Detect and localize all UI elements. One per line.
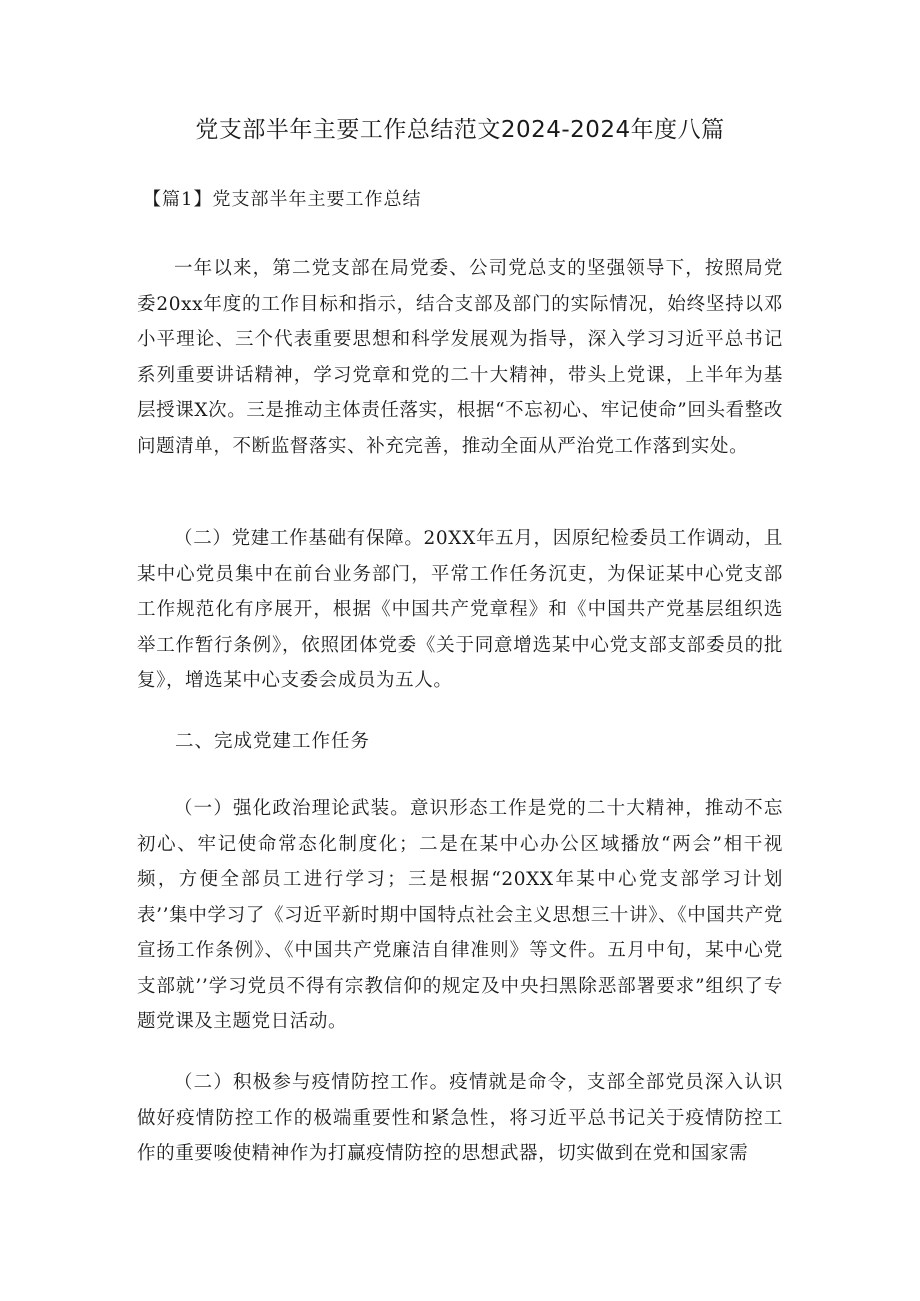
paragraph-3: （一）强化政治理论武装。意识形态工作是党的二十大精神，推动不忘初心、牢记使命常态化制度化；二是在某中心办公区域播放“两会”相干视频，方便全部员工进行学习；三是根据“20XX年某中心党支部学习计划表’’集中学习了《习近平新时期中国特点社会主义思想三十讲》、《中国共产党宣扬工作条例》、《中国共产党廉洁自律准则》等文件。五月中旬，某中心党支部就’’学习党员不得有宗教信仰的规定及中央扫黑除恶部署要求”组织了专题党课及主题党日活动。 [137, 798, 783, 1032]
paragraph-1: 一年以来，第二党支部在局党委、公司党总支的坚强领导下，按照局党委20xx年度的工作目标和指示，结合支部及部门的实际情况，始终坚持以邓小平理论、三个代表重要思想和科学发展观为指导，深入学习习近平总书记系列重要讲话精神，学习党章和党的二十大精神，带头上党课，上半年为基层授课X次。三是推动主体责任落实，根据“不忘初心、牢记使命”回头看整改问题清单，不断监督落实、补充完善，推动全面从严治党工作落到实处。 [137, 258, 783, 457]
section-heading: 【篇1】党支部半年主要工作总结 [143, 189, 422, 210]
paragraph-2: （二）党建工作基础有保障。20XX年五月，因原纪检委员工作调动，且某中心党员集中在前台业务部门，平常工作任务沉吏，为保证某中心党支部工作规范化有序展开，根据《中国共产党章程》和《中国共产党基层组织选举工作暂行条例》，依照团体党委《关于同意增选某中心党支部支部委员的批复》，增选某中心支委会成员为五人。 [137, 528, 783, 691]
paragraph-4: （二）积极参与疫情防控工作。疫情就是命令，支部全部党员深入认识做好疫情防控工作的极端重要性和紧急性，将习近平总书记关于疫情防控工作的重要唆使精神作为打赢疫情防控的思想武器，切实做到在党和国家需 [137, 1072, 783, 1164]
document-title: 党支部半年主要工作总结范文2024-2024年度八篇 [195, 117, 725, 143]
subheading-tasks: 二、完成党建工作任务 [175, 731, 371, 752]
